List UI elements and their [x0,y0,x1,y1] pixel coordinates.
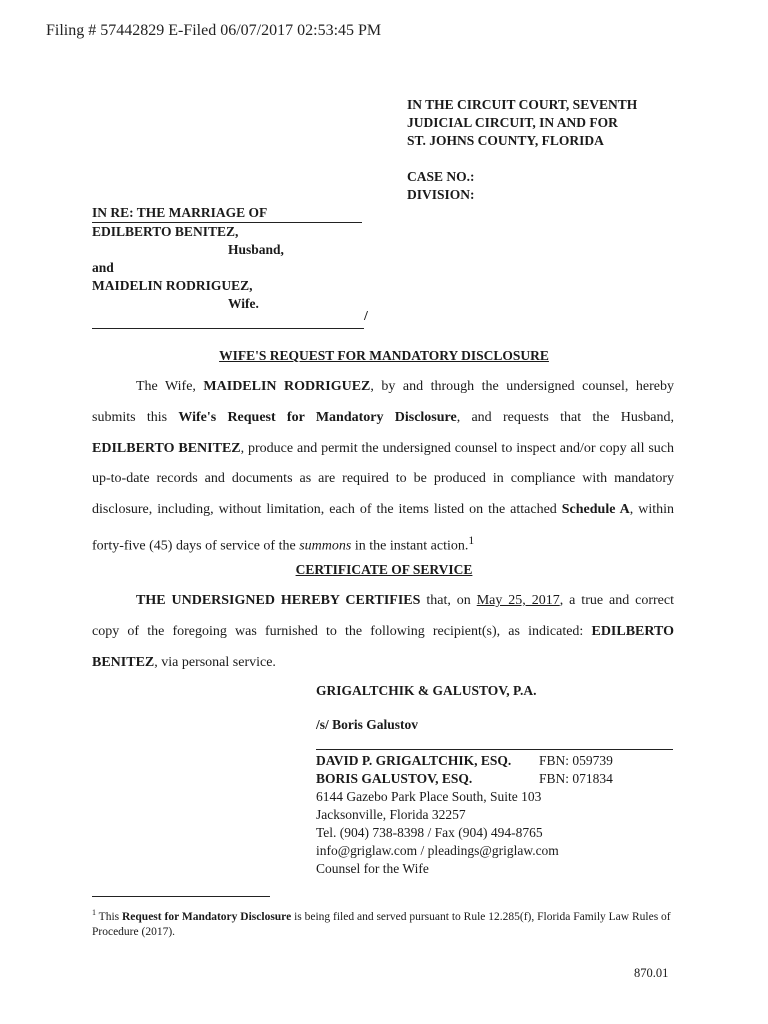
document-title: WIFE'S REQUEST FOR MANDATORY DISCLOSURE [219,348,549,363]
case-no-label: CASE NO.: [407,169,475,184]
footnote-number: 1 [92,908,96,917]
caption-rule [92,310,364,329]
address-line-1: 6144 Gazebo Park Place South, Suite 103 [316,789,542,804]
case-info [407,168,475,204]
filing-header: Filing # 57442829 E-Filed 06/07/2017 02:53:45 PM [46,22,382,39]
request-doc-name: Wife's Request for Mandatory Disclosure [178,409,457,425]
attorney-2-name: BORIS GALUSTOV, ESQ. [316,771,473,786]
request-paragraph: The Wife, MAIDELIN RODRIGUEZ, by and through the undersigned counsel, hereby submits this Wife's Request for Mandatory Disclosure, and requests that the Husband, EDILBERTO BENITEZ, produce and permit the undersigned counsel to inspect and/or copy all such up-to-date records and documents as are required to be produced in compliance with mandatory disclosure, including, without limitation, each of the items listed on the attached Schedule A, within forty-five (45) days of service of the summons in the instant action.$^1$ [92,379,674,554]
certificate-title: CERTIFICATE OF SERVICE [295,562,473,577]
phone-fax: Tel. (904) 738-8398 / Fax (904) 494-8765 [316,825,543,840]
attorney-2-fbn: FBN: 071834 [539,771,613,786]
electronic-signature: /s/ Boris Galustov [316,717,419,732]
certifies-text: THE UNDERSIGNED HEREBY CERTIFIES [136,593,421,608]
wife-role: Wife. [228,296,259,311]
court-caption [407,96,637,150]
attorney-block [316,752,613,878]
husband-name: EDILBERTO BENITEZ, [92,224,239,239]
recipient-name: EDILBERTO BENITEZ [92,623,674,670]
court-line-2: JUDICIAL CIRCUIT, IN AND FOR [407,115,618,130]
signature-line [316,749,673,750]
husband-role: Husband, [228,242,284,257]
wife-name-bold: MAIDELIN RODRIGUEZ [203,379,371,394]
husband-name-bold: EDILBERTO BENITEZ [92,440,241,456]
in-re-line: IN RE: THE MARRIAGE OF [92,204,362,223]
and-text: and [92,260,114,275]
party-caption [92,204,382,313]
footnote-rule [92,896,270,897]
certificate-paragraph: THE UNDERSIGNED HEREBY CERTIFIES that, on May 25, 2017, a true and correct copy of the foregoing was furnished to the following recipient(s), as indicated: EDILBERTO BENITEZ, via personal service. [92,593,675,670]
court-line-3: ST. JOHNS COUNTY, FLORIDA [407,133,604,148]
attorney-1-fbn: FBN: 059739 [539,753,613,768]
email-addresses: info@griglaw.com / pleadings@griglaw.com [316,843,559,858]
footnote-doc-name: Request for Mandatory Disclosure [122,910,292,923]
court-line-1: IN THE CIRCUIT COURT, SEVENTH [407,97,638,112]
page-number: 870.01 [634,966,669,980]
service-date: May 25, 2017 [476,593,560,608]
law-firm-name: GRIGALTCHIK & GALUSTOV, P.A. [316,683,537,698]
address-line-2: Jacksonville, Florida 32257 [316,807,466,822]
division-label: DIVISION: [407,187,475,202]
wife-name: MAIDELIN RODRIGUEZ, [92,278,253,293]
attorney-1-name: DAVID P. GRIGALTCHIK, ESQ. [316,753,512,768]
footnote-ref: 1 [468,533,475,547]
summons-term: summons [299,538,352,554]
footnote: $^1$ This Request for Mandatory Disclosure is being filed and served pursuant to Rule 12.285(f), Florida Family Law Rules of Procedure (2017). [92,908,671,938]
caption-slash: / [364,309,368,324]
schedule-ref: Schedule A [561,502,630,518]
counsel-role: Counsel for the Wife [316,861,429,876]
